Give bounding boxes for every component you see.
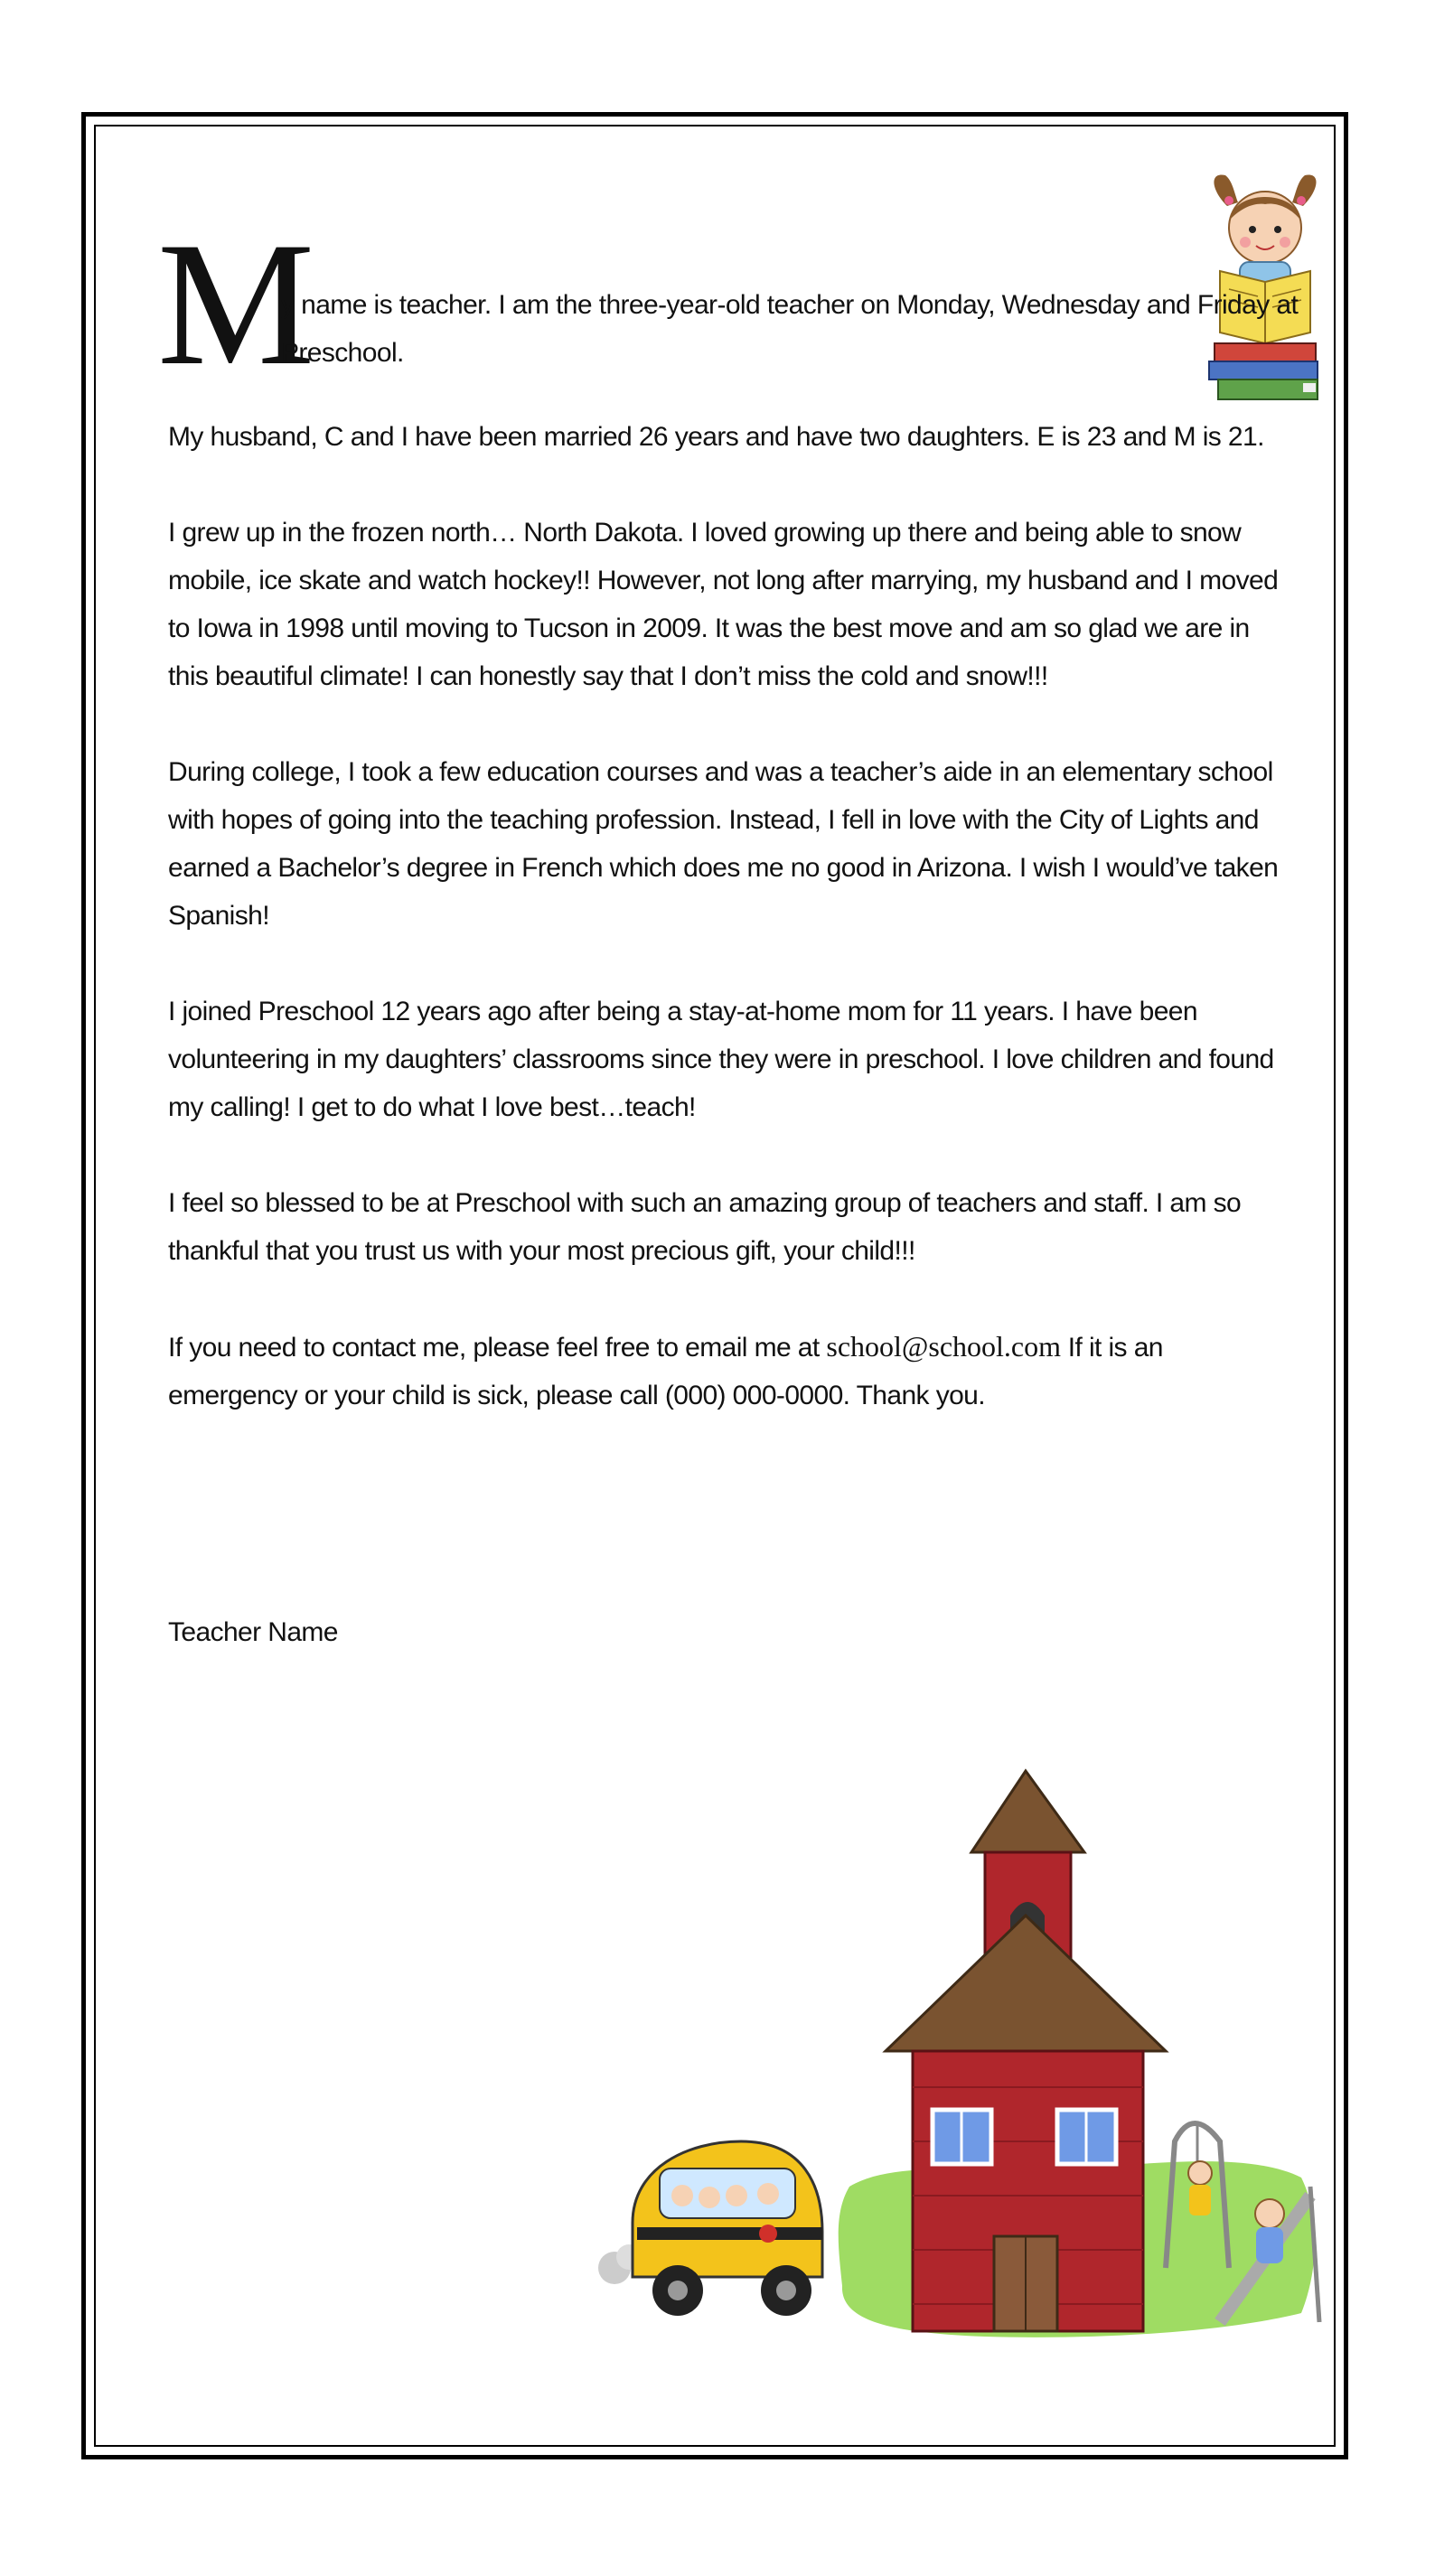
letter-body <box>157 206 1299 1467</box>
paragraph-north-dakota: I grew up in the frozen north… North Dakota. I loved growing up there and being able to snow mobile, ice skate and watch hockey!! However, not long after marrying, my husband and I moved to Iowa in 1998 until moving to Tucson in 2009. It was the best move and am so glad we are in this beautiful climate! I can honestly say that I don’t miss the cold and snow!!! <box>168 518 1279 691</box>
contact-text-before: If you need to contact me, please feel free to email me at <box>168 1333 827 1363</box>
contact-text-after: If it is an emergency or your child is sick, please call (000) 000-0000. Thank you. <box>168 1333 1163 1410</box>
schoolhouse-bus-playground-icon <box>596 1762 1337 2349</box>
email-address: school@school.com <box>826 1330 1062 1363</box>
letter-intro <box>157 206 1299 402</box>
paragraph-blessed: I feel so blessed to be at Preschool with such an amazing group of teachers and staff. I am so thankful that you trust us with your most precious gift, your child!!! <box>168 1188 1242 1266</box>
paragraph-family: My husband, C and I have been married 26 years and have two daughters. E is 23 and M is 21. <box>168 422 1264 452</box>
drop-cap: M <box>157 206 315 402</box>
paragraph-college: During college, I took a few education courses and was a teacher’s aide in an elementary school with hopes of going into the teaching profession. Instead, I fell in love with the City of Lights and earned a Bachelor’s degree in French which does me no good in Arizona. I wish I would’ve taken Spanish! <box>168 757 1279 931</box>
intro-text: y name is teacher. I am the three-year-old teacher on Monday, Wednesday and Friday at Preschool. <box>281 290 1299 368</box>
paragraph-joined-preschool: I joined Preschool 12 years ago after being a stay-at-home mom for 11 years. I have been volunteering in my daughters’ classrooms since they were in preschool. I love children and found my calling! I get to do what I love best…teach! <box>168 997 1274 1122</box>
signature: Teacher Name <box>168 1617 338 1647</box>
paragraph-contact <box>168 1323 1280 1419</box>
